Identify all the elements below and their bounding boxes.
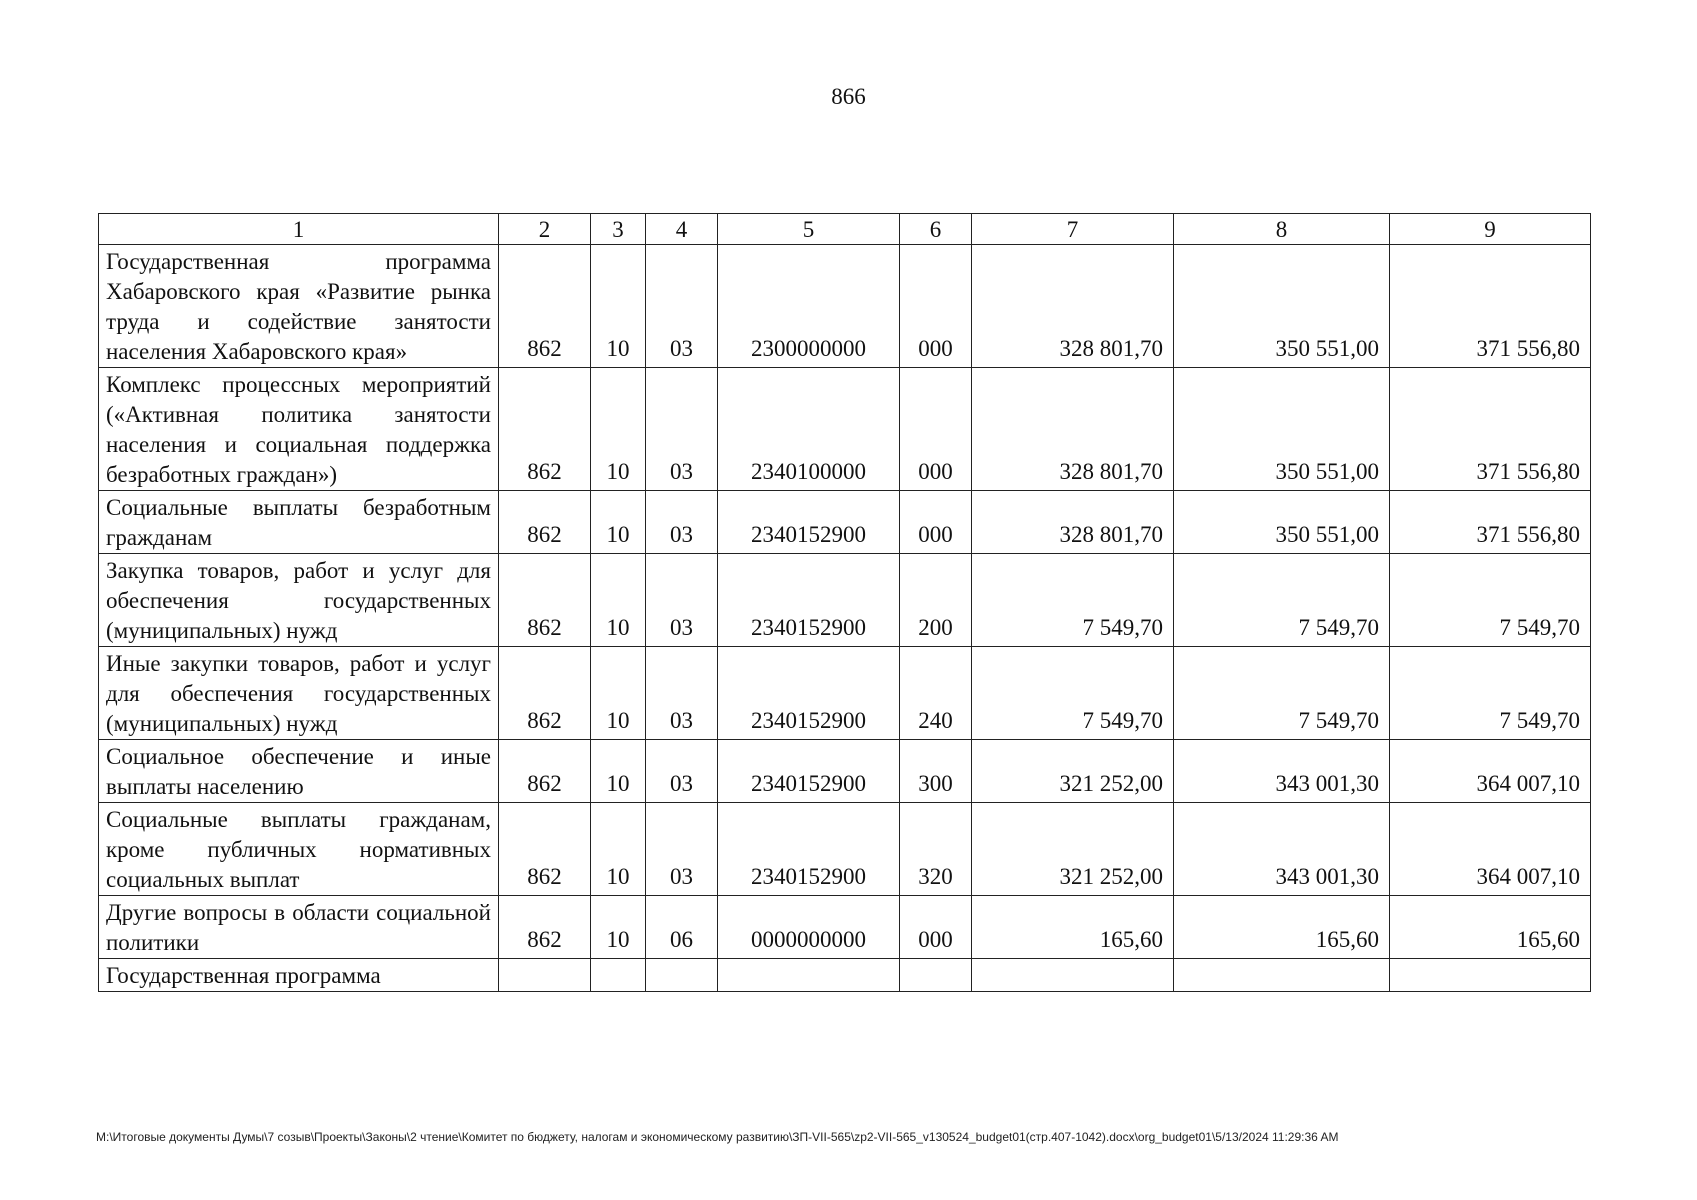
table-row [99,647,1591,740]
cell-col8 [1174,959,1390,992]
cell-col5: 2340152900 [718,803,900,896]
cell-col2: 862 [499,740,591,803]
row-name: Социальные выплаты гражданам, кроме публичных нормативных социальных выплат [99,803,499,896]
cell-col9: 371 556,80 [1390,491,1591,554]
column-header-2: 2 [499,214,591,245]
cell-col5: 2340152900 [718,740,900,803]
cell-col2: 862 [499,896,591,959]
cell-col3 [591,959,646,992]
cell-col3: 10 [591,896,646,959]
row-name: Государственная программа Хабаровского края «Развитие рынка труда и содействие занятости населения Хабаровского края» [99,245,499,368]
cell-col9: 371 556,80 [1390,245,1591,368]
row-name: Социальные выплаты безработным гражданам [99,491,499,554]
column-header-3: 3 [591,214,646,245]
cell-col9 [1390,959,1591,992]
row-name: Государственная программа [99,959,499,992]
cell-col4: 03 [646,491,718,554]
cell-col9: 165,60 [1390,896,1591,959]
column-header-1: 1 [99,214,499,245]
cell-col4: 03 [646,368,718,491]
cell-col7: 328 801,70 [972,245,1174,368]
cell-col8: 350 551,00 [1174,245,1390,368]
cell-col5 [718,959,900,992]
cell-col7: 165,60 [972,896,1174,959]
cell-col7: 328 801,70 [972,368,1174,491]
cell-col3: 10 [591,803,646,896]
table-row [99,740,1591,803]
cell-col6: 300 [900,740,972,803]
cell-col8: 350 551,00 [1174,368,1390,491]
column-header-8: 8 [1174,214,1390,245]
column-header-5: 5 [718,214,900,245]
cell-col3: 10 [591,368,646,491]
cell-col6: 000 [900,245,972,368]
table-row [99,554,1591,647]
row-name: Другие вопросы в области социальной политики [99,896,499,959]
column-header-6: 6 [900,214,972,245]
cell-col4: 03 [646,803,718,896]
cell-col2: 862 [499,803,591,896]
cell-col4: 03 [646,740,718,803]
column-header-9: 9 [1390,214,1591,245]
cell-col9: 364 007,10 [1390,803,1591,896]
cell-col2 [499,959,591,992]
cell-col4 [646,959,718,992]
table-row [99,245,1591,368]
cell-col2: 862 [499,491,591,554]
cell-col9: 7 549,70 [1390,647,1591,740]
cell-col6: 000 [900,368,972,491]
cell-col6: 000 [900,491,972,554]
cell-col3: 10 [591,245,646,368]
cell-col8: 7 549,70 [1174,554,1390,647]
cell-col5: 2300000000 [718,245,900,368]
row-name: Закупка товаров, работ и услуг для обеспечения государственных (муниципальных) нужд [99,554,499,647]
cell-col8: 165,60 [1174,896,1390,959]
cell-col7: 7 549,70 [972,554,1174,647]
table-row [99,803,1591,896]
header-row [99,214,1591,245]
table-row [99,959,1591,992]
footer-file-path: M:\Итоговые документы Думы\7 созыв\Проекты\Законы\2 чтение\Комитет по бюджету, налогам и экономическому развитию\ЗП-VII-565\zp2-VII-565_v130524_budget01(стр.407-1042).docx\org_budget01\5/13/2024 11:29:36 AM [96,1130,1339,1144]
cell-col5: 2340152900 [718,647,900,740]
cell-col3: 10 [591,554,646,647]
cell-col8: 343 001,30 [1174,803,1390,896]
cell-col7 [972,959,1174,992]
cell-col8: 343 001,30 [1174,740,1390,803]
cell-col7: 7 549,70 [972,647,1174,740]
cell-col2: 862 [499,245,591,368]
cell-col6 [900,959,972,992]
cell-col6: 000 [900,896,972,959]
row-name: Иные закупки товаров, работ и услуг для обеспечения государственных (муниципальных) нужд [99,647,499,740]
cell-col9: 371 556,80 [1390,368,1591,491]
column-header-7: 7 [972,214,1174,245]
cell-col5: 2340152900 [718,554,900,647]
cell-col3: 10 [591,740,646,803]
cell-col5: 2340100000 [718,368,900,491]
table-row [99,368,1591,491]
cell-col4: 06 [646,896,718,959]
budget-table [98,213,1591,992]
row-name: Социальное обеспечение и иные выплаты населению [99,740,499,803]
cell-col9: 364 007,10 [1390,740,1591,803]
cell-col2: 862 [499,368,591,491]
cell-col9: 7 549,70 [1390,554,1591,647]
page-number: 866 [831,84,866,109]
cell-col3: 10 [591,647,646,740]
table-row [99,896,1591,959]
cell-col7: 328 801,70 [972,491,1174,554]
cell-col4: 03 [646,245,718,368]
cell-col4: 03 [646,647,718,740]
column-header-4: 4 [646,214,718,245]
cell-col7: 321 252,00 [972,803,1174,896]
row-name: Комплекс процессных мероприятий («Активная политика занятости населения и социальная поддержка безработных граждан») [99,368,499,491]
cell-col5: 0000000000 [718,896,900,959]
cell-col6: 200 [900,554,972,647]
cell-col5: 2340152900 [718,491,900,554]
cell-col4: 03 [646,554,718,647]
cell-col3: 10 [591,491,646,554]
cell-col8: 7 549,70 [1174,647,1390,740]
cell-col6: 240 [900,647,972,740]
cell-col8: 350 551,00 [1174,491,1390,554]
cell-col2: 862 [499,554,591,647]
cell-col6: 320 [900,803,972,896]
cell-col7: 321 252,00 [972,740,1174,803]
cell-col2: 862 [499,647,591,740]
table-row [99,491,1591,554]
